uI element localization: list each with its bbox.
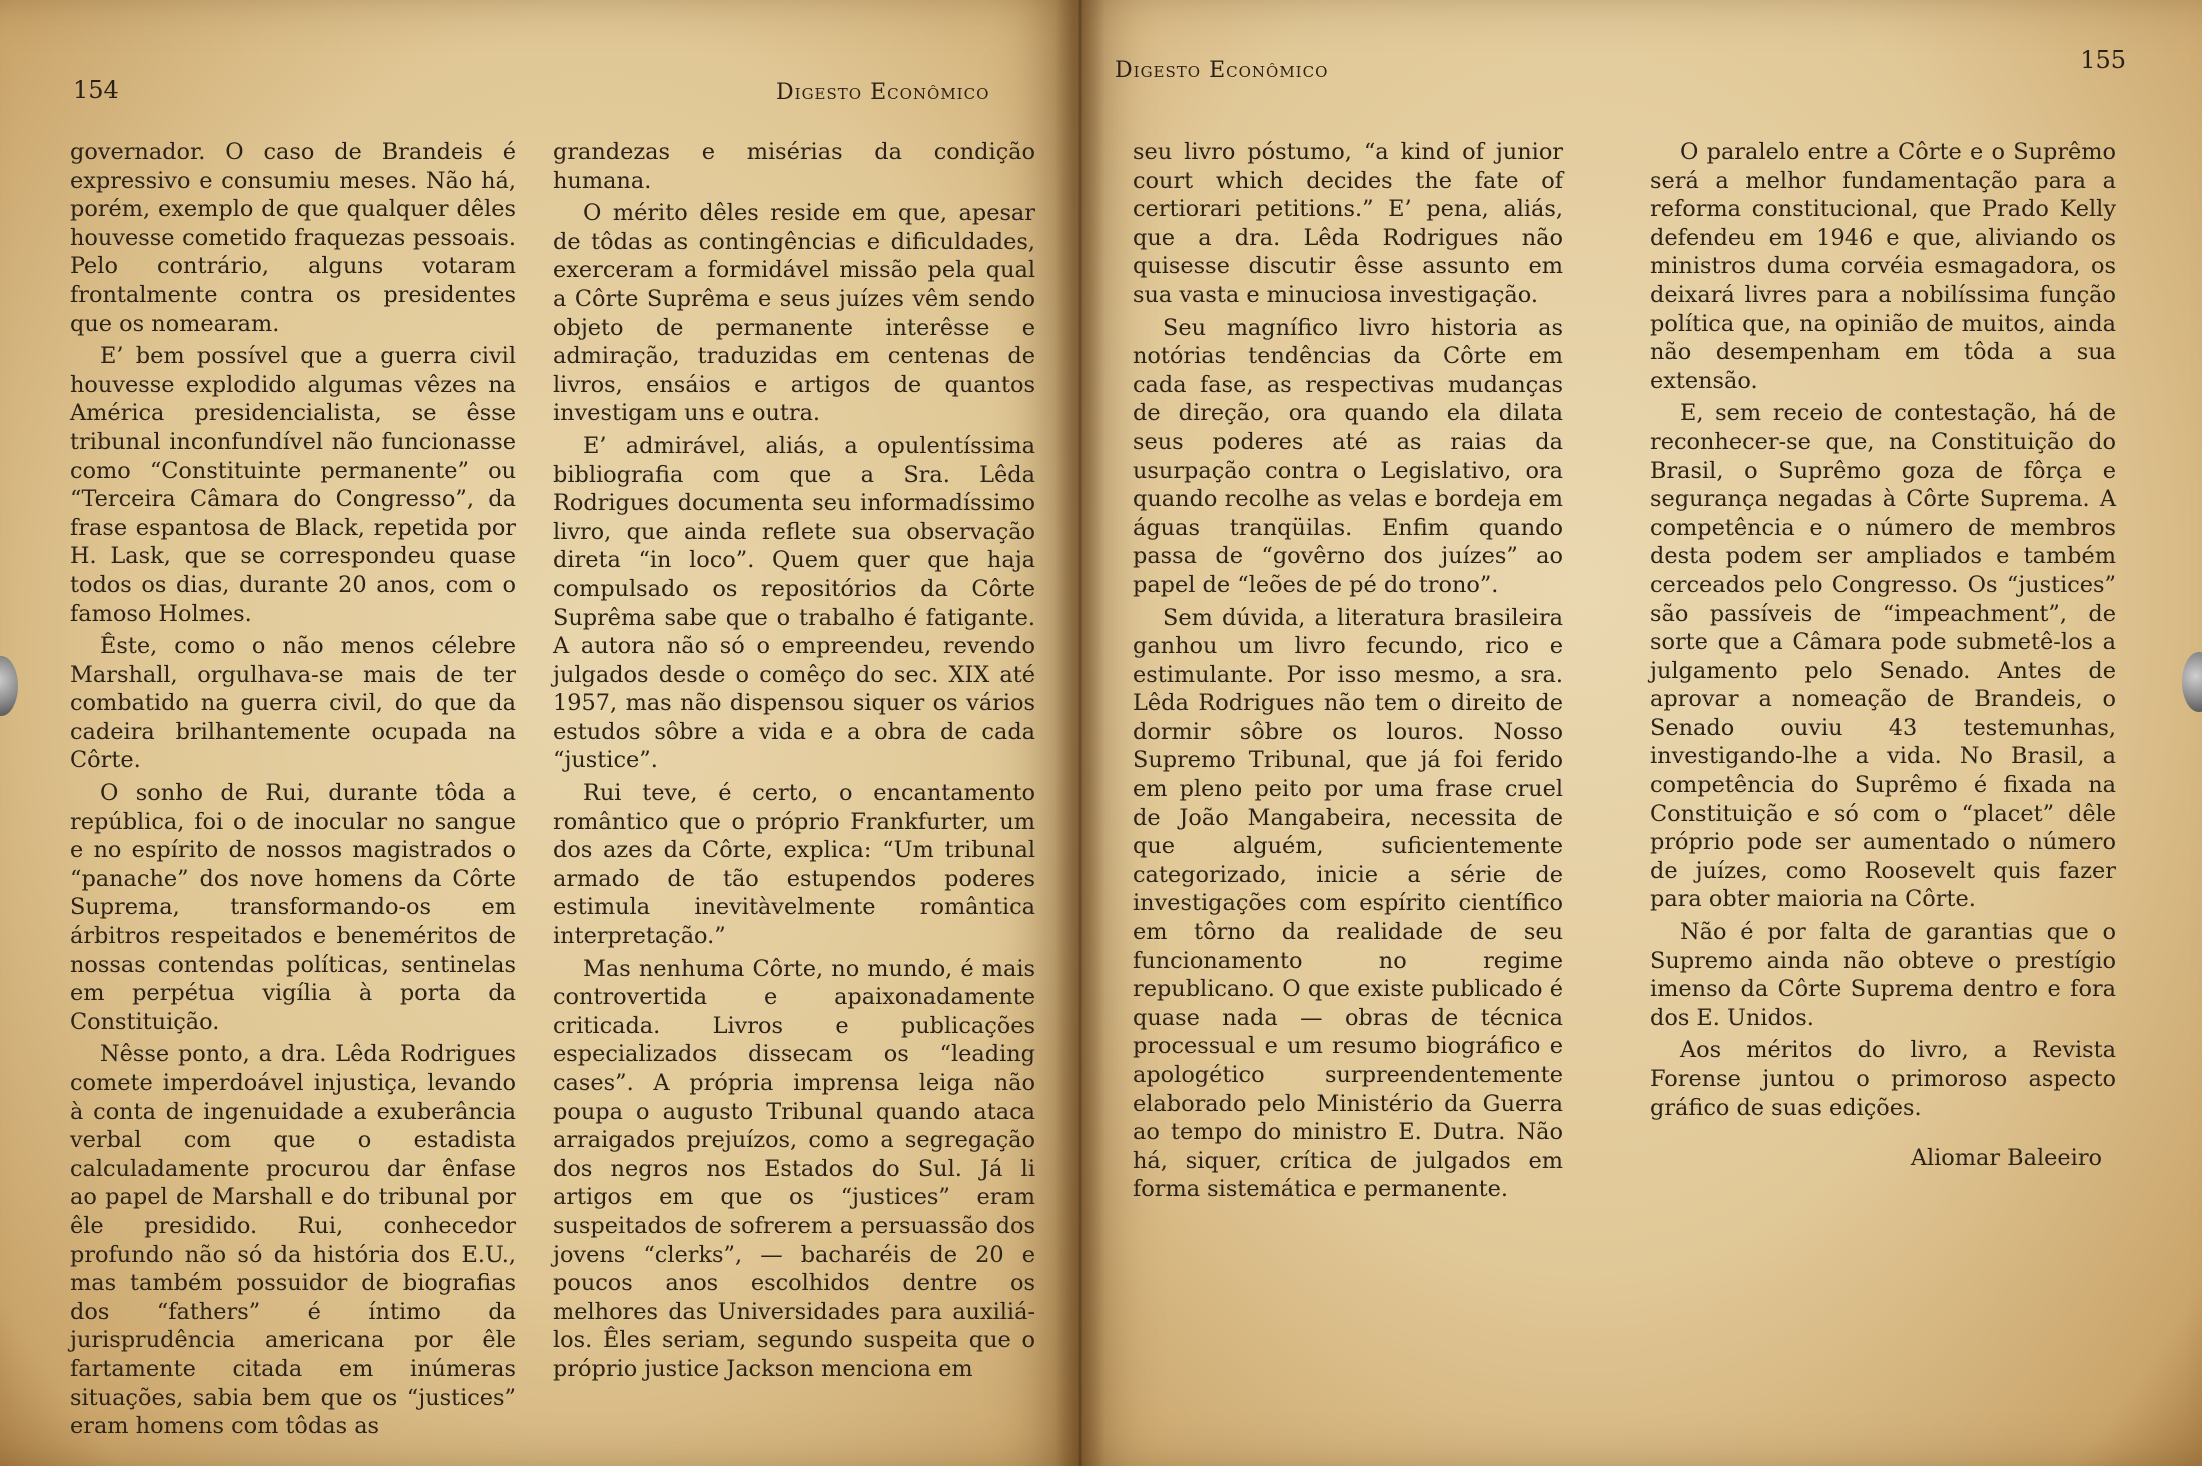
text-column-2 xyxy=(553,138,1035,1384)
paragraph: E’ bem possível que a guerra civil houvesse explodido algumas vêzes na América presidencialista, se êsse tribunal inconfundível não funcionasse como “Constituinte permanente” ou “Terceira Câmara do Congresso”, da frase espantosa de Black, repetida por H. Lask, que se correspondeu quase todos os dias, durante 20 anos, com o famoso Holmes. xyxy=(70,343,516,627)
text-column-1 xyxy=(70,138,516,1441)
paragraph: grandezas e misérias da condição humana. xyxy=(553,139,1035,194)
paragraph: Aos méritos do livro, a Revista Forense juntou o primoroso aspecto gráfico de suas edições. xyxy=(1650,1037,2116,1121)
text-column-2 xyxy=(1650,138,2116,1173)
paragraph: Êste, como o não menos célebre Marshall, orgulhava-se mais de ter combatido na guerra civil, do que da cadeira brilhantemente ocupada na Côrte. xyxy=(70,633,516,774)
paragraph: O paralelo entre a Côrte e o Suprêmo será a melhor fundamentação para a reforma constitucional, que Prado Kelly defendeu em 1946 e que, aliviando os ministros duma corvéia esmagadora, os deixará livres para a nobilíssima função política que, na opinião de muitos, ainda não desempenham em tôda a sua extensão. xyxy=(1650,139,2116,394)
paragraph: Nêsse ponto, a dra. Lêda Rodrigues comete imperdoável injustiça, levando à conta de ingenuidade a exuberância verbal com que o estadista calculadamente procurou dar ênfase ao papel de Marshall e do tribunal por êle presidido. Rui, conhecedor profundo não só da história dos E.U., mas também possuidor de biografias dos “fathers” é íntimo da jurisprudência americana por êle fartamente citada em inúmeras situações, sabia bem que os “justices” eram homens com tôdas as xyxy=(70,1041,516,1440)
author-signature: Aliomar Baleeiro xyxy=(1910,1145,2102,1172)
left-page xyxy=(0,0,1075,1466)
running-head: Digesto Econômico xyxy=(1115,58,1329,83)
paragraph: E’ admirável, aliás, a opulentíssima bibliografia com que a Sra. Lêda Rodrigues documenta seu informadíssimo livro, que ainda reflete sua observação direta “in loco”. Quem quer que haja compulsado os repositórios da Côrte Suprêma sabe que o trabalho é fatigante. A autora não só o empreendeu, revendo julgados desde o comêço do sec. XIX até 1957, mas não dispensou siquer os vários estudos sôbre a vida e a obra de cada “justice”. xyxy=(553,432,1035,774)
page-number: 155 xyxy=(2080,46,2126,74)
paragraph: O sonho de Rui, durante tôda a república, foi o de inocular no sangue e no espírito de nossos magistrados o “panache” dos nove homens da Côrte Suprema, transformando-os em árbitros respeitados e beneméritos de nossas contendas políticas, sentinelas em perpétua vigília à porta da Constituição. xyxy=(70,780,516,1035)
paragraph: O mérito dêles reside em que, apesar de tôdas as contingências e dificuldades, exerceram a formidável missão pela qual a Côrte Suprêma e seus juízes vêm sendo objeto de permanente interêsse e admiração, traduzidas em centenas de livros, ensáios e artigos de quantos investigam uns e outra. xyxy=(553,200,1035,427)
paragraph: Mas nenhuma Côrte, no mundo, é mais controvertida e apaixonadamente criticada. Livros e publicações especializados dissecam os “leading cases”. A própria imprensa leiga não poupa o augusto Tribunal quando ataca arraigados prejuízos, como a segregação dos negros nos Estados do Sul. Já li artigos em que os “justices” eram suspeitados de sofrerem a persuassão dos jovens “clerks”, — bacharéis de 20 e poucos anos escolhidos dentre os melhores das Universidades para auxiliá-los. Êles seriam, segundo suspeita que o próprio justice Jackson menciona em xyxy=(553,955,1035,1382)
binding-rivet-icon xyxy=(0,656,18,716)
binding-rivet-icon xyxy=(2182,652,2202,712)
paragraph: seu livro póstumo, “a kind of junior court which decides the fate of certiorari petitions.” E’ pena, aliás, que a dra. Lêda Rodrigues não quisesse discutir êsse assunto em sua vasta e minuciosa investigação. xyxy=(1133,139,1563,308)
paragraph: Não é por falta de garantias que o Supremo ainda não obteve o prestígio imenso da Côrte Suprema dentro e fora dos E. Unidos. xyxy=(1650,919,2116,1031)
paragraph: Sem dúvida, a literatura brasileira ganhou um livro fecundo, rico e estimulante. Por isso mesmo, a sra. Lêda Rodrigues não tem o direito de dormir sôbre os louros. Nosso Supremo Tribunal, que já foi ferido em pleno peito por uma frase cruel de João Mangabeira, necessita de que alguém, suficientemente categorizado, inicie a série de investigações com espírito científico em tôrno da realidade de seu funcionamento no regime republicano. O que existe publicado é quase nada — obras de técnica processual e um resumo biográfico e apologético surpreendentemente elaborado pelo Ministério da Guerra ao tempo do ministro E. Dutra. Não há, siquer, crítica de julgados em forma sistemática e permanente. xyxy=(1133,604,1563,1203)
paragraph: Rui teve, é certo, o encantamento romântico que o próprio Frankfurter, um dos azes da Côrte, explica: “Um tribunal armado de tão estupendos poderes estimula inevitàvelmente romântica interpretação.” xyxy=(553,780,1035,950)
right-page xyxy=(1075,0,2202,1466)
paragraph: Seu magnífico livro historia as notórias tendências da Côrte em cada fase, as respectivas mudanças de direção, ora quando ela dilata seus poderes até as raias da usurpação contra o Legislativo, ora quando recolhe as velas e bordeja em águas tranqüilas. Enfim quando passa de “govêrno dos juízes” ao papel de “leões de pé do trono”. xyxy=(1133,314,1563,598)
text-column-1 xyxy=(1133,138,1563,1204)
running-head: Digesto Econômico xyxy=(776,80,990,105)
paragraph: governador. O caso de Brandeis é expressivo e consumiu meses. Não há, porém, exemplo de que qualquer dêles houvesse cometido fraquezas pessoais. Pelo contrário, alguns votaram frontalmente contra os presidentes que os nomearam. xyxy=(70,139,516,337)
page-number: 154 xyxy=(73,76,119,104)
paragraph: E, sem receio de contestação, há de reconhecer-se que, na Constituição do Brasil, o Suprêmo goza de fôrça e segurança negadas à Côrte Suprema. A competência e o número de membros desta podem ser ampliados e também cerceados pelo Congresso. Os “justices” são passíveis de “impeachment”, de sorte que a Câmara pode submetê-los a julgamento pelo Senado. Antes de aprovar a nomeação de Brandeis, o Senado ouviu 43 testemunhas, investigando-lhe a vida. No Brasil, a competência do Suprêmo é fixada na Constituição e só com o “placet” dêle próprio pode ser aumentado o número de juízes, como Roosevelt quis fazer para obter maioria na Côrte. xyxy=(1650,400,2116,913)
